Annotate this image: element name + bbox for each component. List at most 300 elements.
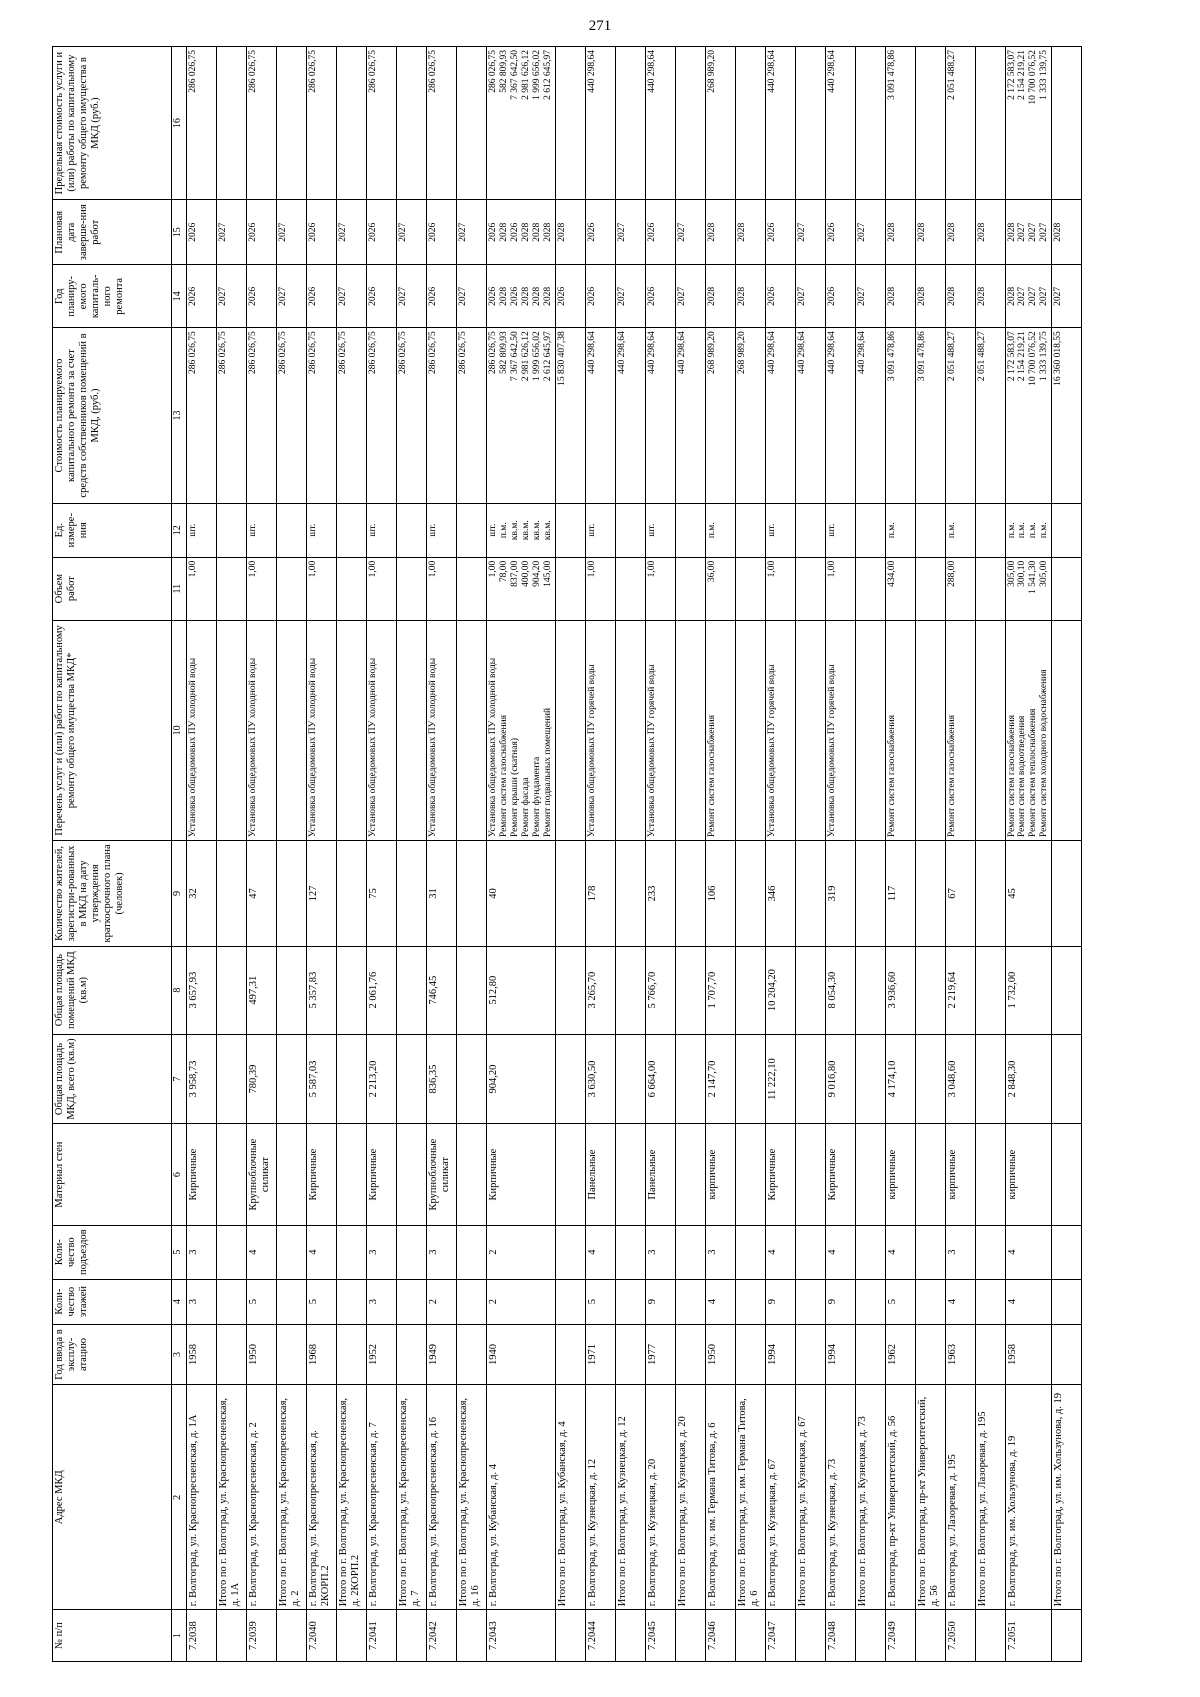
residents-cell: 67 xyxy=(945,841,975,947)
total-area-cell: 3 048,60 xyxy=(945,1034,975,1124)
planned-year-cell-line: 2027 xyxy=(1028,286,1039,306)
entrances-cell: 4 xyxy=(825,1225,855,1279)
page-number: 271 xyxy=(588,18,612,34)
unit-cell xyxy=(487,503,556,557)
premises-area-cell xyxy=(915,946,945,1034)
floors-cell: 9 xyxy=(645,1279,675,1324)
works-cell xyxy=(397,620,427,840)
premises-area-cell: 497,31 xyxy=(247,946,277,1034)
unit-cell-line: шт. xyxy=(646,523,657,537)
wall-material-cell: Панельные xyxy=(645,1124,675,1225)
entrances-cell: 3 xyxy=(367,1225,397,1279)
address-cell: Итого по г. Волгоград, ул. Кузнецкая, д. 67 xyxy=(795,1385,825,1610)
unit-cell xyxy=(645,503,675,557)
limit-cost-cell-line: 440 298,64 xyxy=(826,50,837,93)
end-date-cell-line: 2028 xyxy=(886,222,897,242)
year-cell: 1971 xyxy=(585,1324,615,1385)
works-cell-line: Ремонт систем газоснабжения xyxy=(886,714,897,838)
end-date-cell xyxy=(457,200,487,265)
address-cell: Итого по г. Волгоград, ул. им. Хользунова, д. 19 xyxy=(1052,1385,1082,1610)
table-row-total xyxy=(915,47,945,1662)
cost-cell-line: 10 700 076,52 xyxy=(1028,331,1039,386)
year-cell: 1950 xyxy=(247,1324,277,1385)
year-cell: 1952 xyxy=(367,1324,397,1385)
works-cell xyxy=(457,620,487,840)
address-cell: Итого по г. Волгоград, ул. им. Германа Титова, д. 6 xyxy=(735,1385,765,1610)
address-cell: г. Волгоград, ул. Кузнецкая, д. 73 xyxy=(825,1385,855,1610)
cost-cell xyxy=(367,328,397,503)
row-number: 7.2041 xyxy=(367,1610,397,1662)
unit-cell-line: кв.м. xyxy=(542,520,553,541)
volume-cell-line: 1,00 xyxy=(586,560,597,578)
unit-cell xyxy=(615,503,645,557)
floors-cell xyxy=(735,1279,765,1324)
planned-year-cell-line: 2027 xyxy=(796,286,807,306)
premises-area-cell: 512,80 xyxy=(487,946,556,1034)
works-cell xyxy=(735,620,765,840)
works-cell xyxy=(247,620,277,840)
planned-year-cell-line: 2027 xyxy=(1039,286,1050,306)
table-row xyxy=(247,47,277,1662)
limit-cost-cell xyxy=(945,47,975,200)
end-date-cell xyxy=(307,200,337,265)
table-row-total xyxy=(975,47,1005,1662)
header-cell: Материал стен xyxy=(53,1124,172,1225)
wall-material-cell xyxy=(795,1124,825,1225)
end-date-cell-line: 2028 xyxy=(498,222,509,242)
end-date-cell-line: 2026 xyxy=(488,222,498,242)
year-cell xyxy=(457,1324,487,1385)
entrances-cell: 4 xyxy=(585,1225,615,1279)
planned-year-cell xyxy=(885,265,915,328)
planned-year-cell xyxy=(735,265,765,328)
total-area-cell: 3 630,50 xyxy=(585,1034,615,1124)
row-number: 7.2049 xyxy=(885,1610,915,1662)
volume-cell xyxy=(885,557,915,620)
entrances-cell xyxy=(337,1225,367,1279)
works-cell xyxy=(277,620,307,840)
volume-cell-line: 288,00 xyxy=(946,560,957,587)
cost-cell-line: 440 298,64 xyxy=(796,331,807,375)
limit-cost-cell xyxy=(1052,47,1082,200)
end-date-cell xyxy=(427,200,457,265)
volume-cell-line: 145,00 xyxy=(542,560,553,587)
end-date-cell xyxy=(1005,200,1052,265)
volume-cell xyxy=(675,557,705,620)
year-cell: 1958 xyxy=(1005,1324,1052,1385)
row-number: 7.2047 xyxy=(765,1610,795,1662)
address-cell: г. Волгоград, ул. Лазоревая, д. 195 xyxy=(945,1385,975,1610)
total-area-cell xyxy=(337,1034,367,1124)
volume-cell xyxy=(975,557,1005,620)
premises-area-cell xyxy=(795,946,825,1034)
limit-cost-cell xyxy=(735,47,765,200)
planned-year-cell-line: 2027 xyxy=(218,286,228,306)
volume-cell-line: 1,00 xyxy=(368,560,378,578)
works-cell-line: Ремонт систем газоснабжения xyxy=(498,714,509,838)
unit-cell xyxy=(307,503,337,557)
planned-year-cell xyxy=(487,265,556,328)
header-cell: Количество жителей, зарегистри-рованных в МКД на дату утверждения краткосрочного плана (человек) xyxy=(53,841,172,947)
column-number: 10 xyxy=(172,620,187,840)
end-date-cell xyxy=(975,200,1005,265)
premises-area-cell xyxy=(975,946,1005,1034)
end-date-cell xyxy=(337,200,367,265)
works-cell xyxy=(975,620,1005,840)
entrances-cell: 4 xyxy=(247,1225,277,1279)
cost-cell-line: 2 612 645,97 xyxy=(542,331,553,382)
table-row-total xyxy=(397,47,427,1662)
works-cell xyxy=(1052,620,1082,840)
cost-cell-line: 286 026,75 xyxy=(488,331,498,375)
unit-cell xyxy=(795,503,825,557)
row-number xyxy=(675,1610,705,1662)
residents-cell xyxy=(795,841,825,947)
total-area-cell: 6 664,00 xyxy=(645,1034,675,1124)
volume-cell xyxy=(307,557,337,620)
planned-year-cell-line: 2027 xyxy=(856,286,867,306)
column-number-row xyxy=(172,47,187,1662)
premises-area-cell xyxy=(675,946,705,1034)
cost-cell-line: 15 830 407,38 xyxy=(556,331,567,386)
year-cell xyxy=(217,1324,247,1385)
cost-cell xyxy=(945,328,975,503)
row-number xyxy=(855,1610,885,1662)
column-number: 7 xyxy=(172,1034,187,1124)
limit-cost-cell-line: 10 700 076,52 xyxy=(1028,50,1039,105)
table-row xyxy=(885,47,915,1662)
premises-area-cell: 1 707,70 xyxy=(705,946,735,1034)
table-row xyxy=(1005,47,1052,1662)
floors-cell xyxy=(855,1279,885,1324)
address-cell: Итого по г. Волгоград, ул. Краснопресненская, д. 1А xyxy=(217,1385,247,1610)
planned-year-cell-line: 2026 xyxy=(766,286,777,306)
year-cell xyxy=(795,1324,825,1385)
volume-cell-line: 36,00 xyxy=(706,560,717,583)
wall-material-cell: кирпичные xyxy=(945,1124,975,1225)
residents-cell: 32 xyxy=(187,841,217,947)
year-cell xyxy=(615,1324,645,1385)
residents-cell xyxy=(457,841,487,947)
total-area-cell: 780,39 xyxy=(247,1034,277,1124)
end-date-cell-line: 2026 xyxy=(428,222,438,242)
table-row xyxy=(825,47,855,1662)
year-cell xyxy=(915,1324,945,1385)
table-body xyxy=(187,47,1082,1662)
cost-cell-line: 286 026,75 xyxy=(398,331,408,375)
address-cell: г. Волгоград, ул. Краснопресненская, д. 2 xyxy=(247,1385,277,1610)
row-number: 7.2046 xyxy=(705,1610,735,1662)
unit-cell xyxy=(217,503,247,557)
floors-cell xyxy=(615,1279,645,1324)
capital-repair-table xyxy=(52,46,1082,1662)
cost-cell-line: 440 298,64 xyxy=(676,331,687,375)
end-date-cell-line: 2027 xyxy=(278,222,288,242)
end-date-cell xyxy=(187,200,217,265)
row-number xyxy=(975,1610,1005,1662)
end-date-cell-line: 2027 xyxy=(338,222,348,242)
planned-year-cell-line: 2028 xyxy=(520,286,531,306)
rotated-table-container xyxy=(52,46,1162,1662)
wall-material-cell xyxy=(855,1124,885,1225)
cost-cell xyxy=(397,328,427,503)
cost-cell xyxy=(277,328,307,503)
planned-year-cell-line: 2028 xyxy=(531,286,542,306)
end-date-cell-line: 2027 xyxy=(616,222,627,242)
works-cell-line: Ремонт систем теплоснабжения xyxy=(1028,708,1039,838)
cost-cell-line: 2 154 219,21 xyxy=(1017,331,1028,382)
planned-year-cell xyxy=(397,265,427,328)
planned-year-cell-line: 2026 xyxy=(826,286,837,306)
entrances-cell xyxy=(1052,1225,1082,1279)
address-cell: Итого по г. Волгоград, ул. Кузнецкая, д. 12 xyxy=(615,1385,645,1610)
entrances-cell xyxy=(975,1225,1005,1279)
total-area-cell: 4 174,10 xyxy=(885,1034,915,1124)
total-area-cell: 904,20 xyxy=(487,1034,556,1124)
volume-cell xyxy=(855,557,885,620)
table-row-total xyxy=(217,47,247,1662)
limit-cost-cell xyxy=(277,47,307,200)
end-date-cell-line: 2027 xyxy=(1017,222,1028,242)
premises-area-cell: 3 265,70 xyxy=(585,946,615,1034)
volume-cell xyxy=(825,557,855,620)
cost-cell xyxy=(427,328,457,503)
address-cell: г. Волгоград, ул. Кузнецкая, д. 12 xyxy=(585,1385,615,1610)
floors-cell: 2 xyxy=(427,1279,457,1324)
row-number xyxy=(915,1610,945,1662)
entrances-cell: 3 xyxy=(187,1225,217,1279)
works-cell-line: Установка общедомовых ПУ горячей воды xyxy=(586,664,597,838)
cost-cell-line: 440 298,64 xyxy=(646,331,657,375)
cost-cell-line: 16 360 018,55 xyxy=(1053,331,1064,386)
planned-year-cell xyxy=(945,265,975,328)
column-number: 9 xyxy=(172,841,187,947)
wall-material-cell xyxy=(457,1124,487,1225)
year-cell xyxy=(735,1324,765,1385)
row-number: 7.2045 xyxy=(645,1610,675,1662)
volume-cell-line: 305,00 xyxy=(1006,560,1017,587)
limit-cost-cell-line: 440 298,64 xyxy=(766,50,777,93)
header-cell: № п/п xyxy=(53,1610,172,1662)
table-row-total xyxy=(1052,47,1082,1662)
limit-cost-cell xyxy=(1005,47,1052,200)
limit-cost-cell xyxy=(337,47,367,200)
floors-cell: 4 xyxy=(1005,1279,1052,1324)
limit-cost-cell-line: 286 026,75 xyxy=(308,50,318,93)
volume-cell xyxy=(645,557,675,620)
works-cell-line: Ремонт систем газоснабжения xyxy=(706,714,717,838)
limit-cost-cell xyxy=(367,47,397,200)
year-cell: 1950 xyxy=(705,1324,735,1385)
end-date-cell xyxy=(675,200,705,265)
total-area-cell: 836,35 xyxy=(427,1034,457,1124)
end-date-cell xyxy=(277,200,307,265)
entrances-cell xyxy=(795,1225,825,1279)
unit-cell xyxy=(975,503,1005,557)
table-row xyxy=(427,47,457,1662)
cost-cell-line: 286 026,75 xyxy=(248,331,258,375)
entrances-cell xyxy=(217,1225,247,1279)
floors-cell: 5 xyxy=(307,1279,337,1324)
table-row-total xyxy=(277,47,307,1662)
entrances-cell: 3 xyxy=(705,1225,735,1279)
planned-year-cell xyxy=(217,265,247,328)
floors-cell: 3 xyxy=(187,1279,217,1324)
entrances-cell xyxy=(397,1225,427,1279)
floors-cell: 4 xyxy=(945,1279,975,1324)
volume-cell-line: 1,00 xyxy=(308,560,318,578)
row-number xyxy=(735,1610,765,1662)
works-cell xyxy=(825,620,855,840)
address-cell: Итого по г. Волгоград, пр-кт Университетский, д. 56 xyxy=(915,1385,945,1610)
cost-cell-line: 2 981 626,12 xyxy=(520,331,531,382)
row-number xyxy=(615,1610,645,1662)
limit-cost-cell xyxy=(855,47,885,200)
works-cell xyxy=(945,620,975,840)
planned-year-cell-line: 2028 xyxy=(916,286,927,306)
planned-year-cell xyxy=(277,265,307,328)
floors-cell xyxy=(277,1279,307,1324)
cost-cell-line: 268 989,20 xyxy=(736,331,747,375)
limit-cost-cell xyxy=(795,47,825,200)
limit-cost-cell-line: 2 154 219,21 xyxy=(1017,50,1028,100)
end-date-cell-line: 2028 xyxy=(1006,222,1017,242)
address-cell: г. Волгоград, ул. Кузнецкая, д. 20 xyxy=(645,1385,675,1610)
total-area-cell: 9 016,80 xyxy=(825,1034,855,1124)
cost-cell xyxy=(915,328,945,503)
wall-material-cell: Кирпичные xyxy=(367,1124,397,1225)
column-number: 13 xyxy=(172,328,187,503)
address-cell: г. Волгоград, ул. Кубанская, д. 4 xyxy=(487,1385,556,1610)
volume-cell xyxy=(367,557,397,620)
residents-cell xyxy=(735,841,765,947)
cost-cell-line: 286 026,75 xyxy=(308,331,318,375)
planned-year-cell xyxy=(457,265,487,328)
planned-year-cell xyxy=(187,265,217,328)
end-date-cell xyxy=(217,200,247,265)
residents-cell xyxy=(555,841,585,947)
entrances-cell xyxy=(735,1225,765,1279)
header-cell: Год планиру-емого капиталь-ного ремонта xyxy=(53,265,172,328)
entrances-cell: 3 xyxy=(427,1225,457,1279)
unit-cell-line: шт. xyxy=(308,523,318,537)
limit-cost-cell xyxy=(457,47,487,200)
volume-cell xyxy=(735,557,765,620)
limit-cost-cell-line: 3 091 478,86 xyxy=(886,50,897,100)
cost-cell-line: 440 298,64 xyxy=(766,331,777,375)
end-date-cell-line: 2028 xyxy=(976,222,987,242)
works-cell-line: Установка общедомовых ПУ холодной воды xyxy=(188,657,198,838)
works-cell-line: Установка общедомовых ПУ холодной воды xyxy=(488,657,498,838)
header-cell: Ед. измере-ния xyxy=(53,503,172,557)
floors-cell xyxy=(675,1279,705,1324)
volume-cell xyxy=(337,557,367,620)
works-cell xyxy=(645,620,675,840)
cost-cell xyxy=(645,328,675,503)
limit-cost-cell-line: 268 989,20 xyxy=(706,50,717,93)
row-number: 7.2048 xyxy=(825,1610,855,1662)
volume-cell xyxy=(765,557,795,620)
address-cell: г. Волгоград, ул. Краснопресненская, д. 2КОРП.2 xyxy=(307,1385,337,1610)
floors-cell: 5 xyxy=(585,1279,615,1324)
wall-material-cell xyxy=(975,1124,1005,1225)
year-cell xyxy=(555,1324,585,1385)
end-date-cell-line: 2028 xyxy=(706,222,717,242)
planned-year-cell-line: 2027 xyxy=(338,286,348,306)
total-area-cell xyxy=(1052,1034,1082,1124)
limit-cost-cell-line: 286 026,75 xyxy=(248,50,258,93)
column-number: 16 xyxy=(172,47,187,200)
volume-cell-line: 1,00 xyxy=(248,560,258,578)
entrances-cell xyxy=(615,1225,645,1279)
planned-year-cell-line: 2028 xyxy=(976,286,987,306)
premises-area-cell xyxy=(217,946,247,1034)
cost-cell-line: 286 026,75 xyxy=(428,331,438,375)
planned-year-cell xyxy=(765,265,795,328)
residents-cell xyxy=(615,841,645,947)
wall-material-cell xyxy=(915,1124,945,1225)
volume-cell-line: 300,10 xyxy=(1017,560,1028,587)
limit-cost-cell xyxy=(645,47,675,200)
end-date-cell-line: 2026 xyxy=(509,222,520,242)
premises-area-cell xyxy=(735,946,765,1034)
total-area-cell: 2 147,70 xyxy=(705,1034,735,1124)
unit-cell-line: п.м. xyxy=(1006,522,1017,539)
volume-cell xyxy=(187,557,217,620)
end-date-cell xyxy=(885,200,915,265)
row-number: 7.2040 xyxy=(307,1610,337,1662)
end-date-cell-line: 2027 xyxy=(458,222,468,242)
planned-year-cell-line: 2026 xyxy=(308,286,318,306)
volume-cell-line: 1,00 xyxy=(646,560,657,578)
planned-year-cell xyxy=(427,265,457,328)
limit-cost-cell xyxy=(427,47,457,200)
address-cell: г. Волгоград, ул. Кузнецкая, д. 67 xyxy=(765,1385,795,1610)
unit-cell-line: п.м. xyxy=(1017,522,1028,539)
wall-material-cell: Панельные xyxy=(585,1124,615,1225)
limit-cost-cell xyxy=(555,47,585,200)
residents-cell: 346 xyxy=(765,841,795,947)
premises-area-cell: 2 219,64 xyxy=(945,946,975,1034)
header-cell: Предельная стоимость услуги и (или) работы по капитальному ремонту общего имущества в МКД (руб.) xyxy=(53,47,172,200)
floors-cell xyxy=(337,1279,367,1324)
row-number xyxy=(217,1610,247,1662)
planned-year-cell-line: 2026 xyxy=(509,286,520,306)
unit-cell xyxy=(277,503,307,557)
wall-material-cell xyxy=(615,1124,645,1225)
volume-cell-line: 305,00 xyxy=(1039,560,1050,587)
planned-year-cell-line: 2028 xyxy=(1006,286,1017,306)
cost-cell xyxy=(975,328,1005,503)
end-date-cell xyxy=(915,200,945,265)
end-date-cell-line: 2026 xyxy=(308,222,318,242)
cost-cell-line: 286 026,75 xyxy=(218,331,228,375)
works-cell-line: Установка общедомовых ПУ холодной воды xyxy=(248,657,258,838)
works-cell xyxy=(427,620,457,840)
row-number: 7.2042 xyxy=(427,1610,457,1662)
planned-year-cell xyxy=(915,265,945,328)
cost-cell xyxy=(855,328,885,503)
works-cell xyxy=(765,620,795,840)
floors-cell: 5 xyxy=(247,1279,277,1324)
planned-year-cell-line: 2026 xyxy=(368,286,378,306)
planned-year-cell xyxy=(795,265,825,328)
end-date-cell xyxy=(247,200,277,265)
limit-cost-cell xyxy=(397,47,427,200)
unit-cell-line: п.м. xyxy=(1028,522,1039,539)
year-cell xyxy=(855,1324,885,1385)
planned-year-cell-line: 2027 xyxy=(676,286,687,306)
